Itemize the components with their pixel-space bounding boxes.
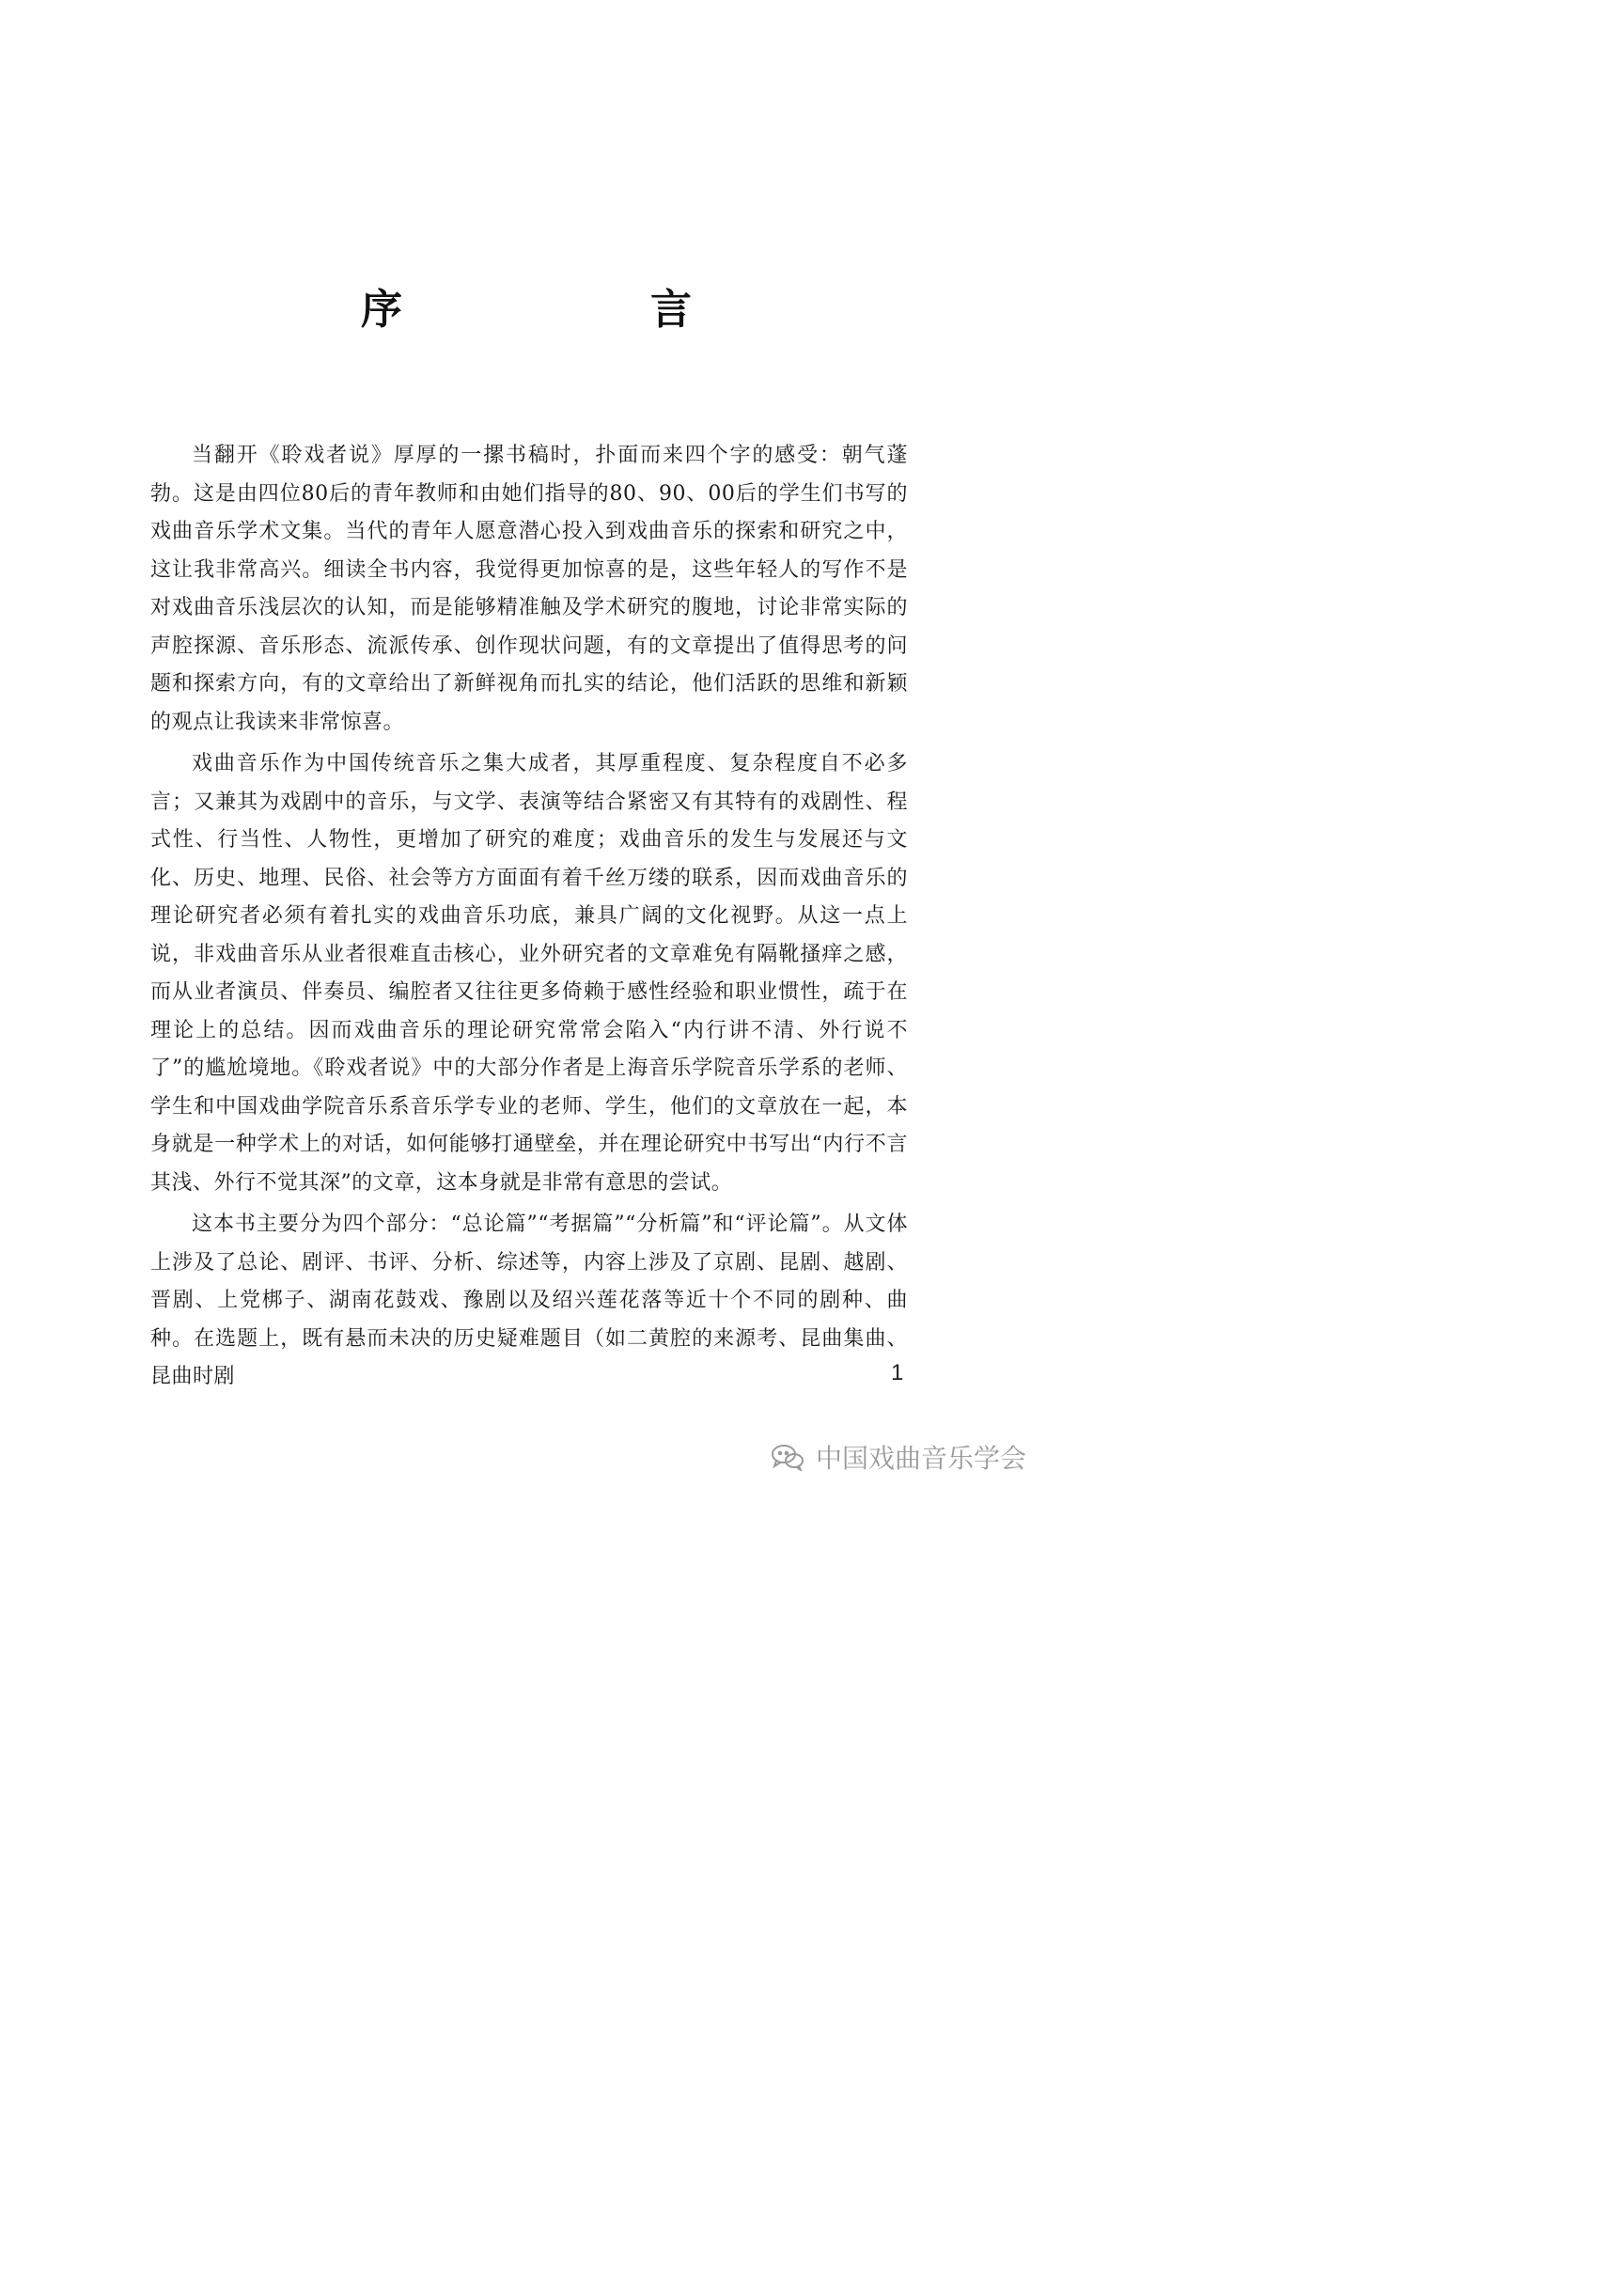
paragraph-2: 戏曲音乐作为中国传统音乐之集大成者，其厚重程度、复杂程度自不必多言；又兼其为戏剧中的音乐，与文学、表演等结合紧密又有其特有的戏剧性、程式性、行当性、人物性，更增加了研究的难度；戏曲音乐的发生与发展还与文化、历史、地理、民俗、社会等方方面面有着千丝万缕的联系，因而戏曲音乐的理论研究者必须有着扎实的戏曲音乐功底，兼具广阔的文化视野。从这一点上说，非戏曲音乐从业者很难直击核心，业外研究者的文章难免有隔靴搔痒之感，而从业者演员、伴奏员、编腔者又往往更多倚赖于感性经验和职业惯性，疏于在理论上的总结。因而戏曲音乐的理论研究常常会陷入“内行讲不清、外行说不了”的尴尬境地。《聆戏者说》中的大部分作者是上海音乐学院音乐学系的老师、学生和中国戏曲学院音乐系音乐学专业的老师、学生，他们的文章放在一起，本身就是一种学术上的对话，如何能够打通壁垒，并在理论研究中书写出“内行不言其浅、外行不觉其深”的文章，这本身就是非常有意思的尝试。 (150, 752, 908, 1195)
watermark-text: 中国戏曲音乐学会 (816, 1443, 1027, 1474)
page-number: 1 (891, 1360, 904, 1385)
paragraph-3: 这本书主要分为四个部分：“总论篇”“考据篇”“分析篇”和“评论篇”。从文体上涉及了总论、剧评、书评、分析、综述等，内容上涉及了京剧、昆剧、越剧、晋剧、上党梆子、湖南花鼓戏、豫剧以及绍兴莲花落等近十个不同的剧种、曲种。在选题上，既有悬而未决的历史疑难题目（如二黄腔的来源考、昆曲集曲、昆曲时剧 (150, 1213, 908, 1388)
paragraph-1: 当翻开《聆戏者说》厚厚的一摞书稿时，扑面而来四个字的感受：朝气蓬勃。这是由四位80后的青年教师和由她们指导的80、90、00后的学生们书写的戏曲音乐学术文集。当代的青年人愿意潜心投入到戏曲音乐的探索和研究之中，这让我非常高兴。细读全书内容，我觉得更加惊喜的是，这些年轻人的写作不是对戏曲音乐浅层次的认知，而是能够精准触及学术研究的腹地，讨论非常实际的声腔探源、音乐形态、流派传承、创作现状问题，有的文章提出了值得思考的问题和探索方向，有的文章给出了新鲜视角而扎实的结论，他们活跃的思维和新颖的观点让我读来非常惊喜。 (150, 444, 908, 734)
wechat-icon (771, 1443, 804, 1471)
body-text (150, 437, 908, 1401)
watermark (771, 1438, 1026, 1476)
page-title: 序 言 (361, 286, 795, 334)
